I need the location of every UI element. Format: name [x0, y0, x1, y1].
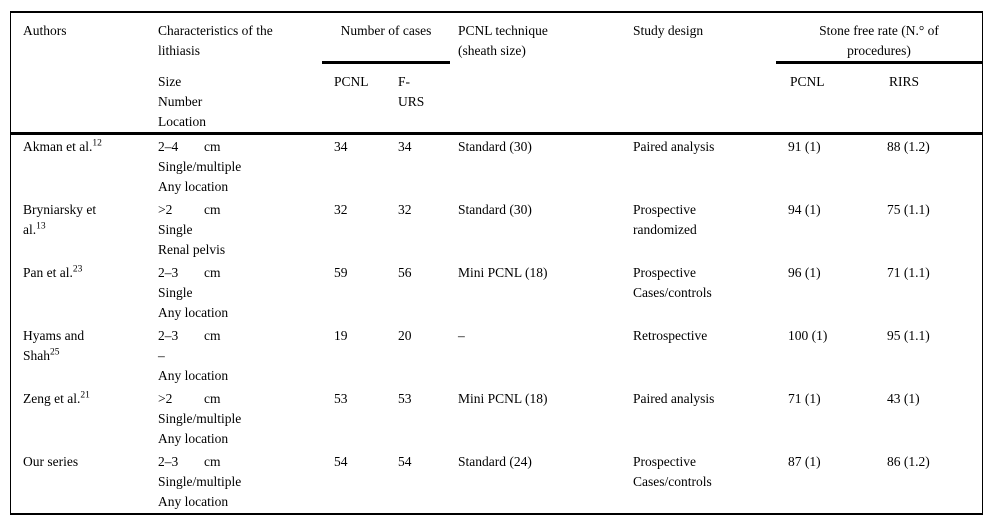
sfr-pcnl-cell: 94 (1) [788, 202, 821, 217]
pcnl-cases-cell: 32 [334, 202, 348, 217]
design-line: Retrospective [633, 328, 708, 343]
size-line [158, 200, 322, 220]
furs-cases-cell: 54 [398, 454, 412, 469]
author-text: Shah [23, 348, 50, 363]
design-cell [621, 261, 776, 324]
design-line: Paired analysis [633, 391, 715, 406]
lithiasis-cell [146, 261, 322, 324]
lithiasis-detail: Any location [158, 368, 229, 383]
sfr-rirs-cell: 75 (1.1) [887, 202, 930, 217]
study-comparison-table [10, 11, 983, 515]
size-line [158, 389, 322, 409]
design-cell [621, 135, 776, 198]
sfr-rirs-cell: 43 (1) [887, 391, 920, 406]
stone-size-unit: cm [204, 454, 221, 469]
lithiasis-cell [146, 324, 322, 387]
author-line [23, 200, 146, 220]
table-header [11, 13, 982, 135]
technique-cell: Standard (30) [458, 202, 532, 217]
technique-header [450, 13, 621, 132]
design-cell [621, 450, 776, 513]
table-row [11, 261, 982, 324]
authors-header-label: Authors [23, 23, 67, 38]
author-line [23, 346, 146, 366]
reference-superscript: 12 [92, 138, 102, 149]
technique-cell: – [458, 328, 465, 343]
stone-size-unit: cm [204, 328, 221, 343]
lithiasis-cell [146, 135, 322, 198]
lithiasis-header-line: lithiasis [158, 43, 201, 58]
design-line: Cases/controls [633, 285, 712, 300]
technique-cell: Mini PCNL (18) [458, 265, 548, 280]
author-text: Hyams and [23, 328, 85, 343]
sfr-pcnl-cell: 100 (1) [788, 328, 828, 343]
lithiasis-header-line: Characteristics of the [158, 23, 273, 38]
design-line: Prospective [633, 265, 696, 280]
lithiasis-header [146, 13, 322, 64]
lithiasis-detail: Renal pelvis [158, 242, 226, 257]
table-row [11, 450, 982, 513]
stone-size-unit: cm [204, 139, 221, 154]
authors-header [11, 13, 146, 132]
lithiasis-detail: – [158, 348, 165, 363]
reference-superscript: 25 [50, 347, 60, 358]
author-cell [11, 324, 146, 387]
technique-header-line: PCNL technique [458, 23, 548, 38]
sfr-pcnl-cell: 71 (1) [788, 391, 821, 406]
lithiasis-detail: Single [158, 285, 193, 300]
stone-size-unit: cm [204, 391, 221, 406]
lithiasis-cell [146, 450, 322, 513]
lithiasis-detail: Single/multiple [158, 159, 242, 174]
furs-label-line: F- [398, 74, 411, 89]
author-line [23, 326, 146, 346]
cases-furs-subheader [386, 64, 450, 132]
lithiasis-detail: Single [158, 222, 193, 237]
author-line [23, 220, 146, 240]
technique-cell: Standard (30) [458, 139, 532, 154]
cases-pcnl-subheader [322, 64, 386, 132]
author-text: Zeng et al. [23, 391, 81, 406]
lithiasis-subheader [146, 64, 322, 132]
reference-superscript: 13 [36, 221, 46, 232]
table-row [11, 324, 982, 387]
sfr-rirs-subheader [876, 64, 982, 132]
cases-group-label: Number of cases [340, 23, 432, 38]
sfr-rirs-cell: 88 (1.2) [887, 139, 930, 154]
lithiasis-cell [146, 198, 322, 261]
design-cell [621, 324, 776, 387]
technique-cell: Standard (24) [458, 454, 532, 469]
table-row [11, 135, 982, 198]
author-line [23, 263, 146, 283]
author-text: Bryniarsky et [23, 202, 97, 217]
pcnl-cases-cell: 34 [334, 139, 348, 154]
size-line [158, 452, 322, 472]
furs-cases-cell: 20 [398, 328, 412, 343]
design-line: Prospective [633, 202, 696, 217]
sfr-pcnl-cell: 91 (1) [788, 139, 821, 154]
design-header-label: Study design [633, 23, 704, 38]
stone-size-value: 2–3 [158, 265, 179, 280]
table-body [11, 135, 982, 513]
size-subheader: Size [158, 74, 182, 89]
design-header [621, 13, 776, 132]
author-text: Akman et al. [23, 139, 93, 154]
lithiasis-cell [146, 387, 322, 450]
author-line [23, 389, 146, 409]
author-text: Our series [23, 454, 79, 469]
design-cell [621, 198, 776, 261]
sfr-group-line: Stone free rate (N.° of [819, 23, 939, 38]
number-subheader: Number [158, 94, 203, 109]
furs-label-line: URS [398, 94, 425, 109]
sfr-pcnl-label: PCNL [790, 74, 825, 89]
stone-size-unit: cm [204, 202, 221, 217]
sfr-rirs-label: RIRS [889, 74, 920, 89]
design-line: randomized [633, 222, 697, 237]
table-row [11, 387, 982, 450]
lithiasis-detail: Single/multiple [158, 411, 242, 426]
sfr-group-line: procedures) [847, 43, 911, 58]
stone-size-value: >2 [158, 391, 173, 406]
furs-cases-cell: 56 [398, 265, 412, 280]
size-line [158, 326, 322, 346]
design-line: Prospective [633, 454, 696, 469]
design-line: Cases/controls [633, 474, 712, 489]
lithiasis-detail: Any location [158, 494, 229, 509]
reference-superscript: 23 [72, 264, 83, 275]
design-cell [621, 387, 776, 450]
lithiasis-detail: Any location [158, 305, 229, 320]
reference-superscript: 21 [80, 390, 90, 401]
pcnl-cases-cell: 53 [334, 391, 348, 406]
furs-cases-cell: 53 [398, 391, 412, 406]
pcnl-cases-cell: 59 [334, 265, 348, 280]
sfr-rirs-cell: 95 (1.1) [887, 328, 930, 343]
pcnl-cases-cell: 54 [334, 454, 348, 469]
lithiasis-detail: Any location [158, 179, 229, 194]
sfr-rirs-cell: 71 (1.1) [887, 265, 930, 280]
stone-size-value: 2–3 [158, 454, 179, 469]
sfr-group-header [776, 13, 982, 64]
furs-cases-cell: 32 [398, 202, 412, 217]
cases-pcnl-label: PCNL [334, 74, 369, 89]
size-line [158, 263, 322, 283]
author-cell [11, 198, 146, 261]
lithiasis-detail: Single/multiple [158, 474, 242, 489]
sfr-pcnl-subheader [776, 64, 876, 132]
cases-group-header [322, 13, 450, 64]
stone-size-value: 2–4 [158, 139, 179, 154]
location-subheader: Location [158, 114, 206, 129]
technique-header-line: (sheath size) [458, 43, 526, 58]
author-text: al. [23, 222, 37, 237]
technique-cell: Mini PCNL (18) [458, 391, 548, 406]
stone-size-value: 2–3 [158, 328, 179, 343]
sfr-pcnl-cell: 87 (1) [788, 454, 821, 469]
author-cell [11, 450, 146, 513]
lithiasis-detail: Any location [158, 431, 229, 446]
author-cell [11, 387, 146, 450]
author-text: Pan et al. [23, 265, 73, 280]
furs-cases-cell: 34 [398, 139, 412, 154]
stone-size-value: >2 [158, 202, 173, 217]
size-line [158, 137, 322, 157]
pcnl-cases-cell: 19 [334, 328, 348, 343]
author-line [23, 452, 146, 472]
author-cell [11, 261, 146, 324]
author-cell [11, 135, 146, 198]
design-line: Paired analysis [633, 139, 715, 154]
author-line [23, 137, 146, 157]
table-row [11, 198, 982, 261]
sfr-pcnl-cell: 96 (1) [788, 265, 821, 280]
sfr-rirs-cell: 86 (1.2) [887, 454, 930, 469]
stone-size-unit: cm [204, 265, 221, 280]
